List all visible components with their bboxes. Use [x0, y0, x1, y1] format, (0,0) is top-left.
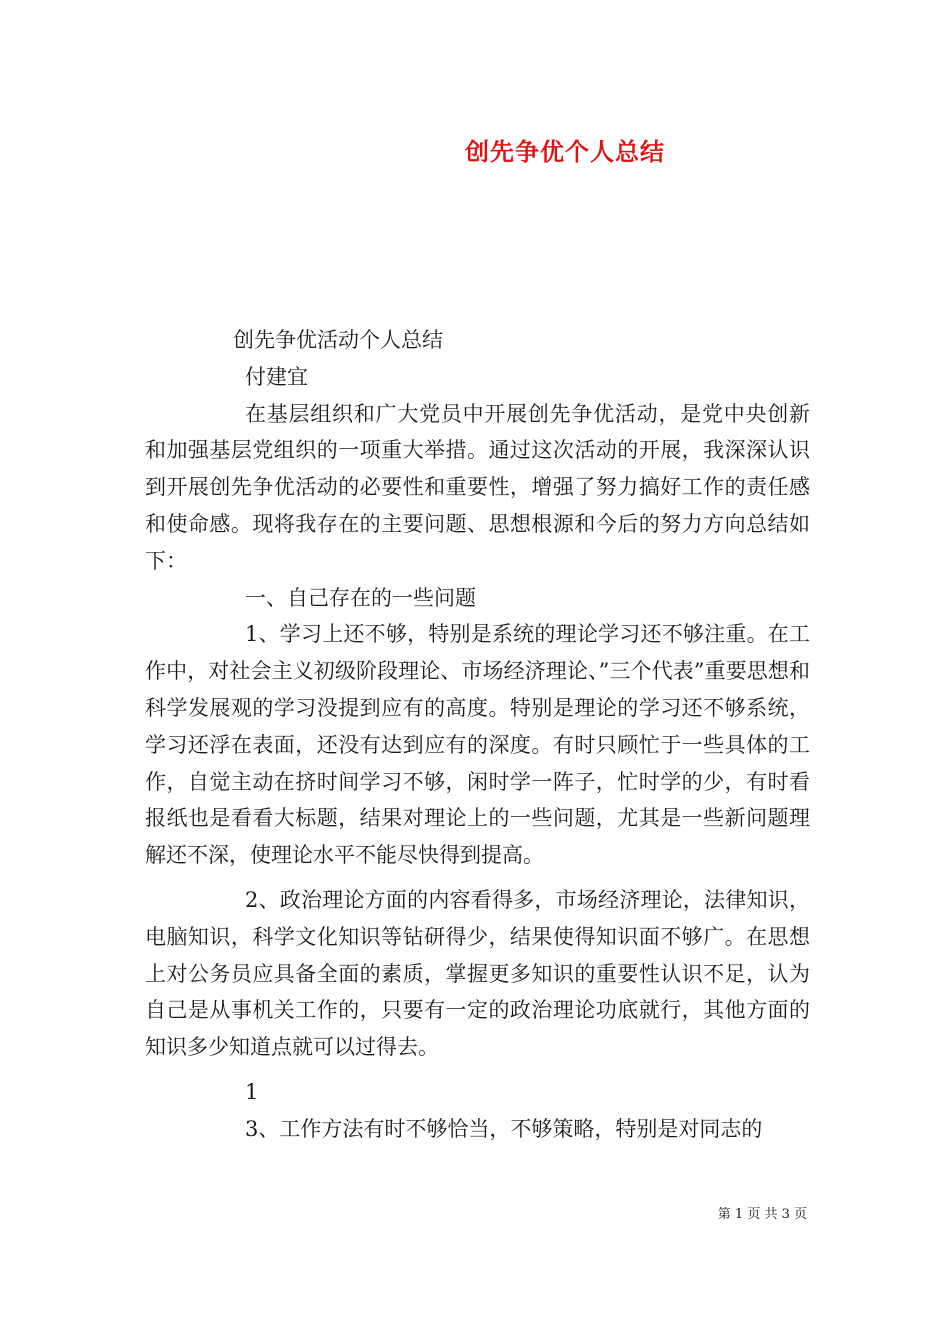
paragraph-item-1: 1、学习上还不够，特别是系统的理论学习还不够注重。在工作中，对社会主义初级阶段理论、市场经济理论、”三个代表”重要思想和科学发展观的学习没提到应有的高度。特别是理论的学习还不够系统，学习还浮在表面，还没有达到应有的深度。有时只顾忙于一些具体的工作，自觉主动在挤时间学习不够，闲时学一阵子，忙时学的少，有时看报纸也是看看大标题，结果对理论上的一些问题，尤其是一些新问题理解还不深，使理论水平不能尽快得到提高。 [145, 622, 810, 868]
document-subtitle: 创先争优活动个人总结 [233, 328, 443, 352]
paragraph-item-2: 2、政治理论方面的内容看得多，市场经济理论，法律知识，电脑知识，科学文化知识等钻研得少，结果使得知识面不够广。在思想上对公务员应具备全面的素质，掌握更多知识的重要性认识不足，认为自己是从事机关工作的，只要有一定的政治理论功底就行，其他方面的知识多少知道点就可以过得去。 [145, 887, 810, 1060]
intro-paragraph: 在基层组织和广大党员中开展创先争优活动，是党中央创新和加强基层党组织的一项重大举措。通过这次活动的开展，我深深认识到开展创先争优活动的必要性和重要性，增强了努力搞好工作的责任感和使命感。现将我存在的主要问题、思想根源和今后的努力方向总结如下： [145, 401, 810, 573]
section-heading: 一、自己存在的一些问题 [245, 585, 476, 610]
paragraph-item-3: 3、工作方法有时不够恰当，不够策略，特别是对同志的 [245, 1116, 763, 1141]
page-footer: 第 1 页 共 3 页 [717, 1207, 807, 1222]
inline-page-number: 1 [245, 1079, 259, 1104]
document-title: 创先争优个人总结 [465, 137, 665, 166]
document-body [145, 322, 810, 1148]
author-name: 付建宜 [245, 364, 308, 389]
